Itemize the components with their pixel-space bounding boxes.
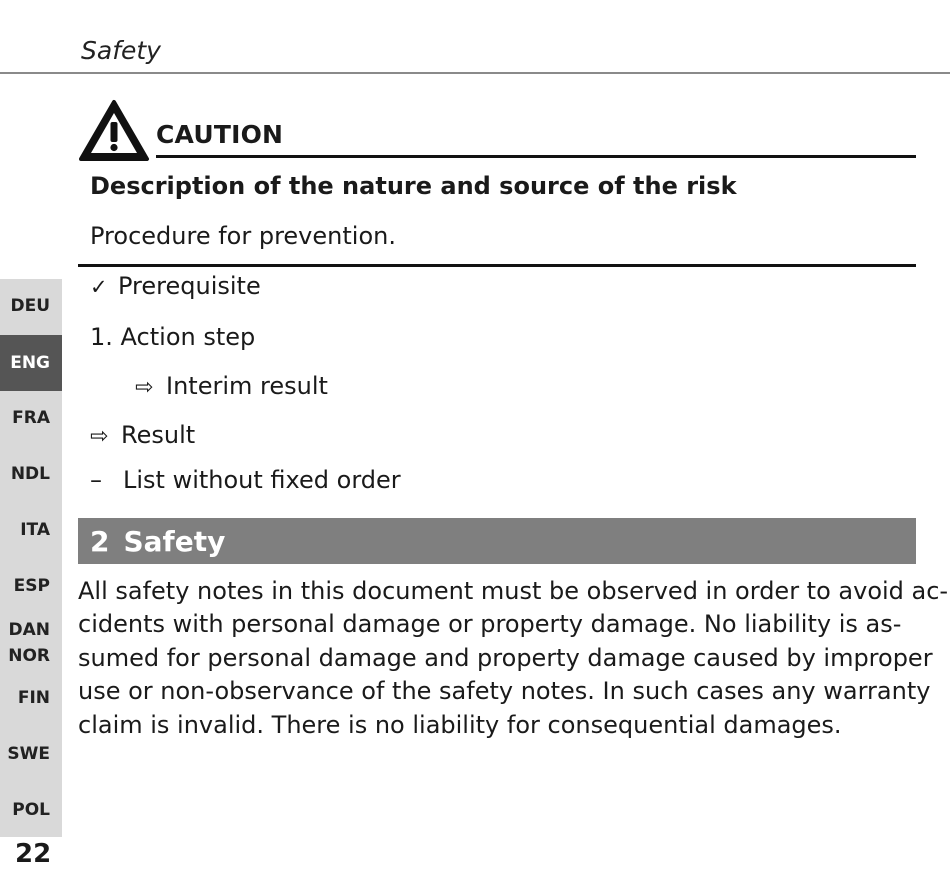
interim-result-line — [135, 372, 328, 400]
action-step-text: Action step — [120, 323, 256, 351]
list-item-line — [90, 466, 401, 494]
list-item-text: List without fixed order — [123, 466, 401, 494]
language-tab-ndl[interactable]: NDL — [10, 464, 50, 484]
section-body — [78, 575, 949, 742]
language-tab-fra[interactable]: FRA — [12, 408, 50, 428]
body-line: sumed for personal damage and property damage caused by improper — [78, 643, 933, 672]
body-line: use or non-observance of the safety notes. In such cases any warranty — [78, 677, 931, 706]
language-tab-dan[interactable]: DAN — [8, 620, 50, 640]
dash-icon: – — [90, 466, 102, 494]
risk-description: Description of the nature and source of the risk — [90, 172, 737, 200]
section-title: Safety — [123, 524, 226, 558]
body-line: claim is invalid. There is no liability for consequential damages. — [78, 710, 842, 739]
language-tab-swe[interactable]: SWE — [7, 744, 50, 764]
prevention-text: Procedure for prevention. — [90, 222, 396, 250]
result-line — [90, 421, 195, 449]
caution-rule — [156, 155, 916, 158]
running-head: Safety — [81, 36, 161, 65]
body-line: cidents with personal damage or property damage. No liability is as- — [78, 610, 902, 639]
interim-result-text: Interim result — [166, 372, 328, 400]
arrow-right-icon: ⇨ — [135, 375, 154, 400]
language-tab-deu[interactable]: DEU — [10, 296, 50, 316]
warning-triangle-icon — [78, 98, 150, 162]
arrow-right-icon: ⇨ — [90, 424, 109, 449]
page-number: 22 — [15, 839, 52, 869]
language-tab-fin[interactable]: FIN — [17, 688, 50, 708]
caution-signal-word: CAUTION — [156, 120, 284, 149]
language-tab-ita[interactable]: ITA — [20, 520, 50, 540]
caution-box-bottom-rule — [78, 264, 916, 267]
result-text: Result — [121, 421, 196, 449]
action-step-line — [90, 323, 255, 351]
section-heading — [78, 518, 916, 564]
section-number: 2 — [90, 524, 110, 558]
body-line: All safety notes in this document must be observed in order to avoid ac- — [78, 577, 949, 605]
language-tab-pol[interactable]: POL — [12, 800, 50, 820]
checkmark-icon: ✓ — [90, 275, 108, 299]
prerequisite-line — [90, 272, 261, 300]
prerequisite-text: Prerequisite — [118, 272, 261, 300]
language-tab-nor[interactable]: NOR — [8, 646, 50, 666]
language-tab-esp[interactable]: ESP — [13, 576, 50, 596]
header-rule — [0, 72, 950, 74]
action-step-number: 1. — [90, 323, 113, 351]
language-tab-eng[interactable]: ENG — [0, 335, 62, 391]
language-tabs — [0, 279, 62, 837]
